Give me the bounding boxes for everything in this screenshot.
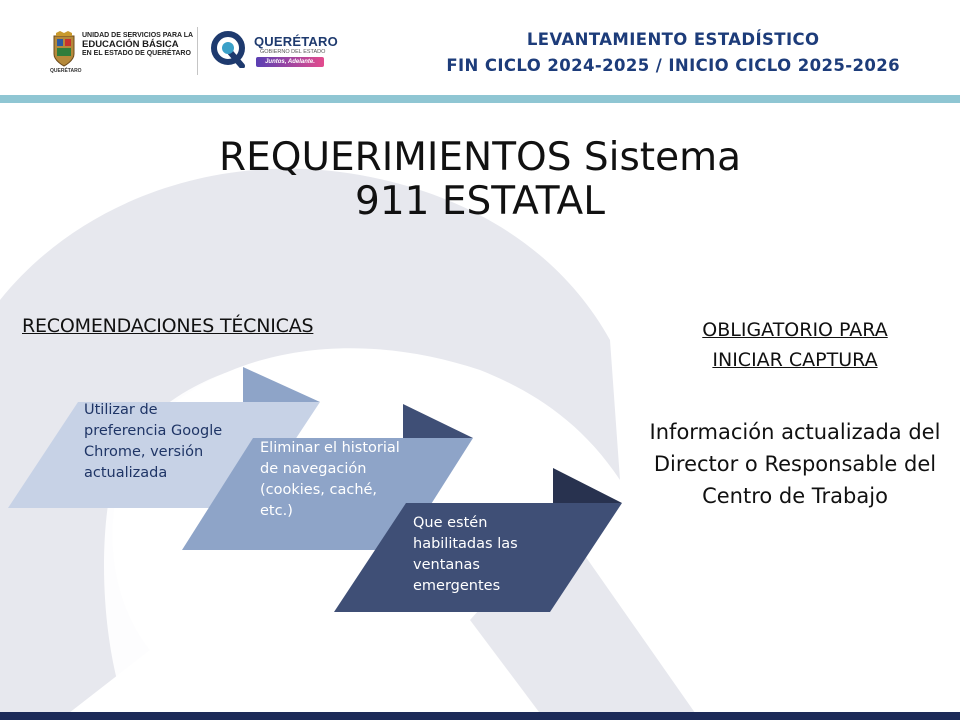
- header-title-line1: LEVANTAMIENTO ESTADÍSTICO: [526, 30, 820, 49]
- usebeq-line1: UNIDAD DE SERVICIOS PARA LA: [82, 32, 194, 39]
- usebeq-line3: EN EL ESTADO DE QUERÉTARO: [82, 50, 191, 57]
- mandatory-heading: [635, 315, 955, 375]
- usebeq-sub: QUERÉTARO: [50, 68, 82, 74]
- step3-arrow-tip: [553, 468, 622, 503]
- header-title-line2: FIN CICLO 2024-2025 / INICIO CICLO 2025-2026: [446, 56, 900, 75]
- mandatory-heading-line1: OBLIGATORIO PARA: [702, 319, 888, 341]
- page-title-line2: 911 ESTATAL: [355, 179, 605, 224]
- mandatory-heading-line2: INICIAR CAPTURA: [712, 349, 878, 371]
- queretaro-subtitle: GOBIERNO DEL ESTADO: [260, 49, 326, 55]
- technical-recommendations-heading: RECOMENDACIONES TÉCNICAS: [22, 315, 314, 337]
- bottom-bar: [0, 712, 960, 720]
- queretaro-slogan: Juntos, Adelante.: [256, 57, 324, 67]
- step2-text: Eliminar el historial de navegación (cookies, caché, etc.): [260, 440, 400, 519]
- page-title-line1: REQUERIMIENTOS Sistema: [219, 135, 741, 180]
- page-title: [0, 136, 960, 224]
- usebeq-line2: EDUCACIÓN BÁSICA: [82, 39, 179, 50]
- mandatory-info-text: Información actualizada del Director o Responsable del Centro de Trabajo: [649, 420, 941, 508]
- step3-text: Que estén habilitadas las ventanas emergentes: [413, 515, 518, 594]
- queretaro-name: QUERÉTARO: [254, 34, 338, 49]
- step1-text: Utilizar de preferencia Google Chrome, versión actualizada: [84, 402, 223, 481]
- step2-arrow-tip: [403, 404, 473, 438]
- step1-arrow-tip: [243, 367, 320, 402]
